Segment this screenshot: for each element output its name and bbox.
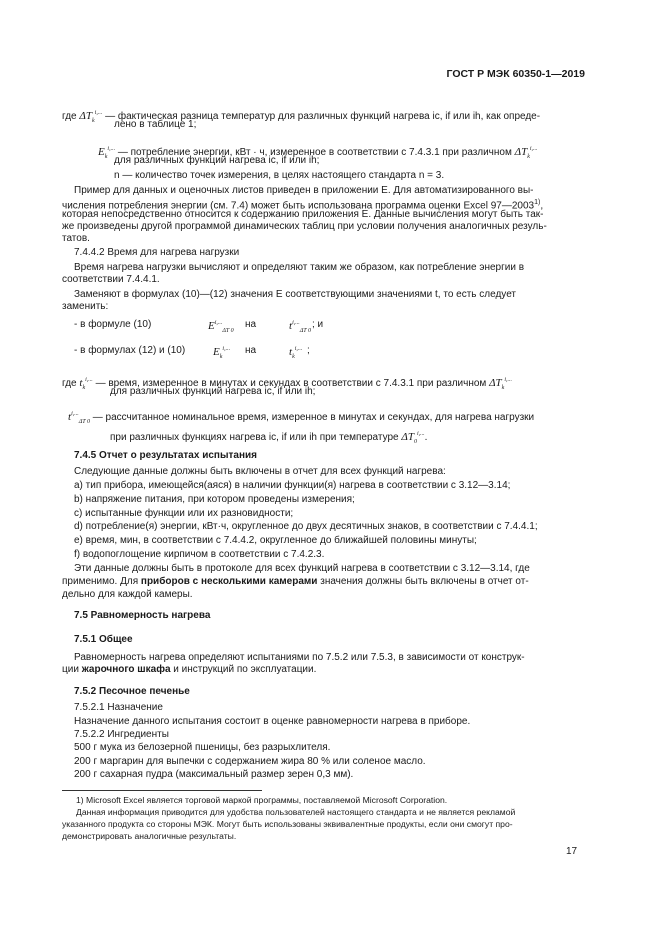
- subsection-title: 7.5.2.1 Назначение: [74, 702, 163, 713]
- para-line: заменить:: [62, 301, 109, 312]
- on-label: на: [245, 345, 257, 356]
- list-item: c) испытанные функции или их разновидности;: [74, 508, 294, 519]
- ingredient-line: 500 г мука из белозерной пшеницы, без разрыхлителя.: [74, 742, 331, 753]
- ingredient-line: 200 г сахарная пудра (максимальный размер зерен 0,3 мм).: [74, 769, 354, 780]
- para-line: Следующие данные должны быть включены в отчет для всех функций нагрева:: [74, 466, 446, 477]
- delta-t-symbol-inline: $\Delta T_k^{i,...}$: [489, 377, 513, 391]
- footnote-mark: 1): [534, 199, 541, 206]
- separator: ; и: [312, 319, 324, 330]
- footnote-line: указанного продукта со стороны МЭК. Могут быть использованы эквивалентные продукты, если они смогут про-: [62, 819, 513, 829]
- footnote-line: Данная информация приводится для удобства пользователей настоящего стандарта и не является рекламой: [76, 807, 516, 817]
- time-delta-symbol: $t^{i,...}_{\Delta T 0}$: [289, 320, 311, 334]
- para-line: Назначение данного испытания состоит в оценке равномерности нагрева в приборе.: [74, 716, 471, 727]
- para-line: дельно для каждой камеры.: [62, 589, 193, 600]
- para-line: ции жарочного шкафа и инструкций по эксплуатации.: [62, 664, 317, 675]
- separator: ;: [307, 345, 310, 356]
- para-line: Пример для данных и оценочных листов приведен в приложении Е. Для автоматизированного вы-: [74, 185, 534, 196]
- para-line: соответствии 7.4.4.1.: [62, 274, 160, 285]
- para-line: же произведены другой программой динамических таблиц при условии получения аналогичных резуль-: [62, 221, 547, 232]
- t-desc-cont: для различных функций нагрева ic, if или ih;: [110, 386, 316, 397]
- section-745-title: 7.4.5 Отчет о результатах испытания: [74, 450, 257, 461]
- para-line: применимо. Для приборов с несколькими камерами значения должны быть включены в отчет от-: [62, 576, 529, 587]
- replace-item-1: - в формуле (10): [74, 319, 152, 330]
- time-delta-symbol-def: $t^{i,...}_{\Delta T 0}$: [68, 411, 90, 425]
- section-752-title: 7.5.2 Песочное печенье: [74, 686, 190, 697]
- energy-symbol-2: $E_k^{i,...}$: [213, 346, 231, 360]
- delta-t0-symbol: $\Delta T_0^{i,...}$: [401, 431, 425, 445]
- time-symbol: $t_k^{i,...}$: [79, 377, 93, 391]
- list-item: a) тип прибора, имеющейся(аяся) в наличии функции(я) нагрева в соответствии с 3.12—3.14;: [74, 480, 511, 491]
- section-751-title: 7.5.1 Общее: [74, 634, 133, 645]
- list-item: b) напряжение питания, при котором проведены измерения;: [74, 494, 355, 505]
- time-symbol-2: $t_k^{i,...}$: [289, 346, 303, 360]
- energy-desc: — потребление энергии, кВт · ч, измеренное в соответствии с 7.4.3.1 при различном: [117, 147, 512, 158]
- on-label: на: [245, 319, 257, 330]
- list-item: d) потребление(я) энергии, кВт·ч, округленное до двух десятичных знаков, в соответствии с 7.4.4.1;: [74, 521, 538, 532]
- page-number: 17: [566, 846, 578, 857]
- list-item: f) водопоглощение кирпичом в соответствии с 7.4.2.3.: [74, 549, 325, 560]
- delta-t-symbol: $\Delta T_k^{i,...}$: [79, 110, 103, 124]
- para-line: Эти данные должны быть в протоколе для всех функций нагрева в соответствии с 3.12—3.14, где: [74, 563, 530, 574]
- delta-t-desc: — фактическая разница температур для различных функций нагрева ic, if или ih, как опреде-: [105, 111, 541, 122]
- delta-t-symbol-inline: $\Delta T_k^{i,...}$: [514, 146, 538, 160]
- section-75-title: 7.5 Равномерность нагрева: [74, 610, 211, 621]
- energy-symbol: $E_k^{i,...}$: [98, 146, 116, 160]
- energy-delta-symbol: $E^{i,...}_{\Delta T 0}$: [208, 320, 234, 334]
- delta-t-desc-cont: лено в таблице 1;: [114, 119, 197, 130]
- footnote-line: демонстрировать аналогичные результаты.: [62, 831, 237, 841]
- where-label: где: [62, 111, 77, 122]
- t0-definition: $t^{i,...}_{\Delta T 0}$ — рассчитанное номинальное время, измеренное в минутах и секундах, для нагрева нагрузки: [68, 411, 535, 425]
- replace-item-2: - в формулах (12) и (10): [74, 345, 186, 356]
- para-line: Время нагрева нагрузки вычисляют и определяют таким же образом, как потребление энергии в: [74, 262, 525, 273]
- para-line: Равномерность нагрева определяют испытаниями по 7.5.2 или 7.5.3, в зависимости от конструк-: [74, 652, 525, 663]
- ingredient-line: 200 г маргарин для выпечки с содержанием жира 80 % или соленое масло.: [74, 756, 426, 767]
- list-item: e) время, мин, в соответствии с 7.4.4.2, округленное до ближайшей половины минуты;: [74, 535, 477, 546]
- para-line: татов.: [62, 233, 90, 244]
- footnote-line: 1) Microsoft Excel является торговой маркой программы, поставляемой Microsoft Corporation.: [76, 795, 448, 805]
- para-line: Заменяют в формулах (10)—(12) значения E соответствующими значениями t, то есть следует: [74, 289, 516, 300]
- energy-desc-cont: для различных функций нагрева ic, if или ih;: [114, 155, 320, 166]
- subsection-title: 7.5.2.2 Ингредиенты: [74, 729, 169, 740]
- para-line: которая непосредственно относится к содержанию приложения Е. Данные вычисления могут быть так-: [62, 209, 544, 220]
- footnote-divider: [62, 790, 262, 791]
- t0-desc-cont: при различных функциях нагрева ic, if или ih при температуре $\Delta T_0^{i,...}$.: [110, 431, 428, 445]
- n-definition: n — количество точек измерения, в целях настоящего стандарта n = 3.: [114, 170, 445, 181]
- standard-header: ГОСТ Р МЭК 60350-1—2019: [446, 68, 585, 80]
- t-definition: где $t_k^{i,...}$ — время, измеренное в минутах и секундах в соответствии с 7.4.3.1 при различном $\Delta T_k^{i,...}$: [62, 377, 513, 391]
- para-line: числения потребления энергии (см. 7.4) может быть использована программа оценки Excel 97—2003$^{1)}$,: [62, 199, 544, 212]
- section-7442-title: 7.4.4.2 Время для нагрева нагрузки: [74, 247, 240, 258]
